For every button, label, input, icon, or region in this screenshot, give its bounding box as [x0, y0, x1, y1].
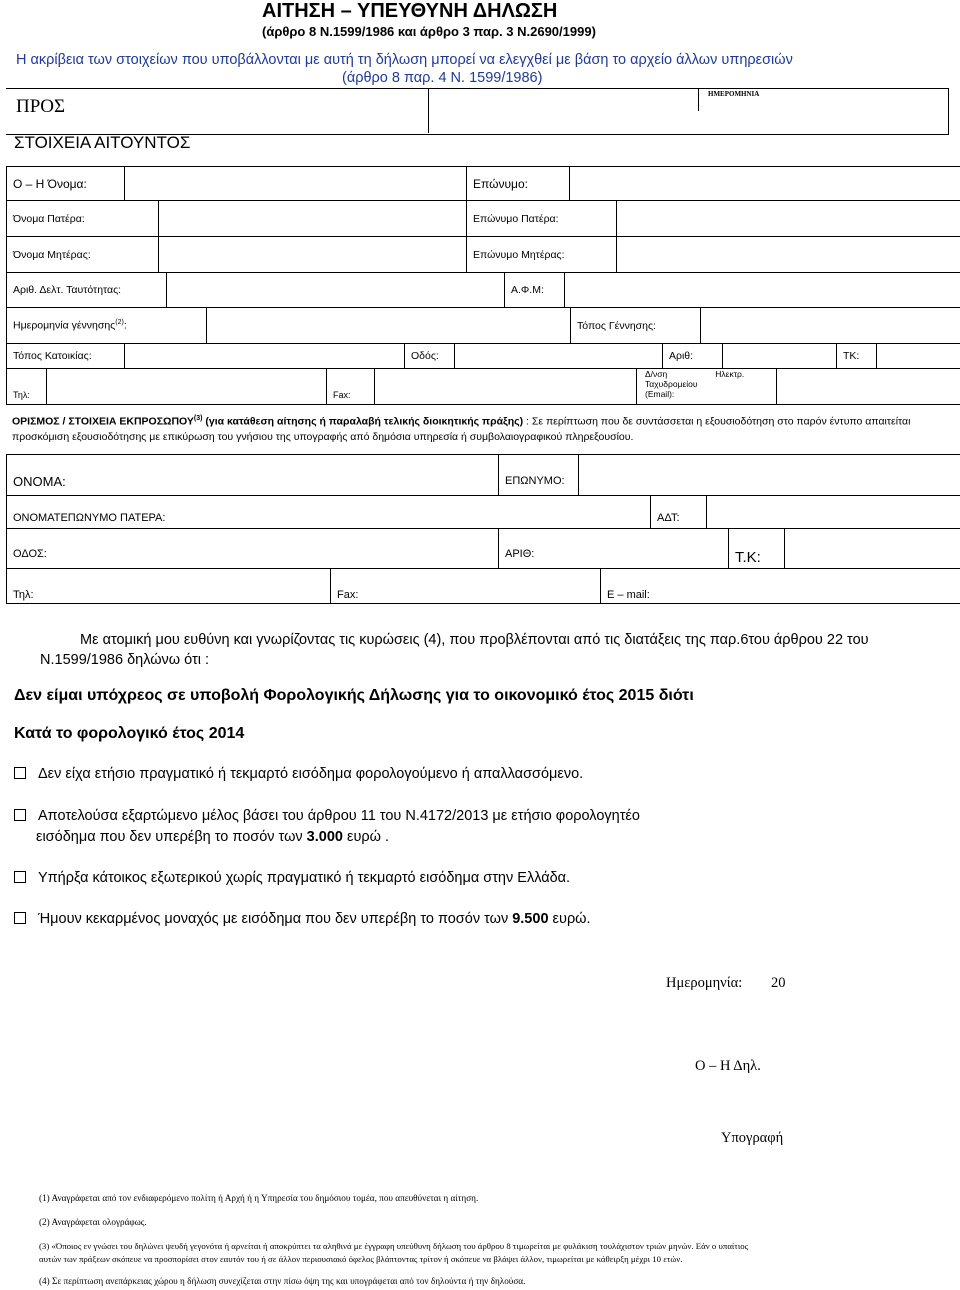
rep-father-label[interactable]: ΟΝΟΜΑΤΕΠΩΝΥΜΟ ΠΑΤΕΡΑ:	[7, 496, 651, 529]
birth-date-input[interactable]	[207, 308, 571, 344]
afm-input[interactable]	[565, 273, 960, 308]
signature-date-year: 20	[771, 975, 786, 991]
option-monk-checkbox[interactable]	[14, 912, 26, 924]
option-abroad[interactable]	[14, 870, 570, 886]
signature-date-label: Ημερομηνία:	[666, 975, 743, 991]
afm-label: Α.Φ.Μ:	[505, 273, 565, 308]
declarant-label: Ο – Η Δηλ.	[695, 1058, 761, 1074]
declaration-heading: Δεν είμαι υπόχρεος σε υποβολή Φορολογικής Δήλωσης για το οικονομικό έτος 2015 διότι	[14, 687, 694, 704]
street-label: Οδός:	[405, 344, 455, 369]
contact-table	[6, 368, 960, 405]
rep-name-table	[6, 454, 960, 496]
residence-input[interactable]	[125, 344, 405, 369]
option-dependent[interactable]	[14, 808, 640, 824]
option-dependent-label: Αποτελούσα εξαρτώμενο μέλος βάσει του άρθρου 11 του Ν.4172/2013 με ετήσιο φορολογητέο	[38, 808, 640, 824]
declaration-intro-line1: Με ατομική μου ευθύνη και γνωρίζοντας τις κυρώσεις (4), που προβλέπονται από τις διατάξεις της παρ.6του άρθρου 22 του	[80, 632, 869, 648]
footnote-4: (4) Σε περίπτωση ανεπάρκειας χώρου η δήλωση συνεχίζεται στην πίσω όψη της και υπογράφεται από τον δηλούντα ή την δηλούσα.	[39, 1276, 526, 1286]
option-abroad-checkbox[interactable]	[14, 871, 26, 883]
fax-label: Fax:	[327, 369, 375, 405]
rep-postal-input[interactable]	[785, 529, 960, 569]
footnote-2: (2) Αναγράφεται ολογράφως.	[39, 1217, 147, 1227]
rep-adt-input[interactable]	[707, 496, 960, 529]
mother-name-label: Όνομα Μητέρας:	[7, 237, 159, 273]
phone-input[interactable]	[47, 369, 327, 405]
surname-input[interactable]	[570, 167, 960, 201]
signature-label: Υπογραφή	[721, 1130, 784, 1146]
phone-label: Τηλ:	[7, 369, 47, 405]
father-name-input[interactable]	[159, 201, 467, 237]
option-monk[interactable]	[14, 911, 591, 927]
mother-surname-input[interactable]	[617, 237, 960, 273]
postal-input[interactable]	[877, 344, 960, 369]
residence-table	[6, 343, 960, 369]
surname-label: Επώνυμο:	[467, 167, 570, 201]
birth-place-label: Τόπος Γέννησης:	[571, 308, 701, 344]
rep-phone-label[interactable]: Τηλ:	[7, 569, 331, 604]
id-number-label: Αριθ. Δελτ. Ταυτότητας:	[7, 273, 167, 308]
rep-fax-label[interactable]: Fax:	[331, 569, 601, 604]
tax-year-heading: Κατά το φορολογικό έτος 2014	[14, 725, 245, 742]
rep-number-label[interactable]: ΑΡΙΘ:	[499, 529, 729, 569]
footnote-3-line2: αυτών των πράξεων σκόπευε να προσπορίσει στον εαυτόν του ή σε άλλον περιουσιακό όφελος βλάπτοντας τρίτον ή σκόπευε να βλάψει άλλον, τιμωρείται με κάθειρξη μέχρι 10 ετών.	[39, 1254, 683, 1264]
declaration-intro-line2: Ν.1599/1986 δηλώνω ότι :	[40, 652, 210, 668]
rep-surname-label: ΕΠΩΝΥΜΟ:	[499, 455, 579, 496]
rep-name-label[interactable]: ΟΝΟΜΑ:	[7, 455, 499, 496]
birth-date-label: Ημερομηνία γέννησης$^{(2)}$:	[7, 308, 207, 344]
footnote-1: (1) Αναγράφεται από τον ενδιαφερόμενο πολίτη ή Αρχή ή η Υπηρεσία του δημόσιου τομέα, που απευθύνεται η αίτηση.	[39, 1193, 479, 1203]
option-dependent-checkbox[interactable]	[14, 809, 26, 821]
rep-postal-label: Τ.Κ:	[729, 529, 785, 569]
rep-contact-table	[6, 568, 960, 604]
name-label: Ο – Η Όνομα:	[7, 167, 125, 201]
fax-input[interactable]	[375, 369, 637, 405]
email-input[interactable]	[777, 369, 960, 405]
option-no-income-label: Δεν είχα ετήσιο πραγματικό ή τεκμαρτό εισόδημα φορολογούμενο ή απαλλασσόμενο.	[38, 766, 584, 782]
date-divider	[698, 89, 699, 111]
number-input[interactable]	[723, 344, 837, 369]
father-surname-input[interactable]	[617, 201, 960, 237]
rep-street-label[interactable]: ΟΔΟΣ:	[7, 529, 499, 569]
option-no-income-checkbox[interactable]	[14, 767, 26, 779]
street-input[interactable]	[455, 344, 663, 369]
option-abroad-label: Υπήρξα κάτοικος εξωτερικού χωρίς πραγματικό ή τεκμαρτό εισόδημα στην Ελλάδα.	[38, 870, 571, 886]
option-dependent-line2: εισόδημα που δεν υπερέβη το ποσόν των 3.000 ευρώ .	[36, 829, 390, 845]
id-table	[6, 272, 960, 308]
option-monk-label: Ήμουν κεκαρμένος μοναχός με εισόδημα που δεν υπερέβη το ποσόν των 9.500 ευρώ.	[38, 911, 591, 927]
recipient-divider	[428, 89, 429, 133]
footnote-3-line1: (3) «Όποιος εν γνώσει του δηλώνει ψευδή γεγονότα ή αρνείται ή αποκρύπτει τα αληθινά με έγγραφη υπεύθυνη δήλωση του άρθρου 8 τιμωρείται με φυλάκιση τουλάχιστον τριών μηνών. Εάν ο υπαίτιος	[39, 1241, 749, 1251]
mother-surname-label: Επώνυμο Μητέρας:	[467, 237, 617, 273]
number-label: Αριθ:	[663, 344, 723, 369]
form-subtitle: (άρθρο 8 Ν.1599/1986 και άρθρο 3 παρ. 3 Ν.2690/1999)	[262, 24, 596, 39]
rep-email-label[interactable]: E – mail:	[601, 569, 960, 604]
name-input[interactable]	[125, 167, 467, 201]
residence-label: Τόπος Κατοικίας:	[7, 344, 125, 369]
recipient-label: ΠΡΟΣ	[16, 96, 66, 117]
birth-place-input[interactable]	[701, 308, 960, 344]
applicant-section-title: ΣΤΟΙΧΕΙΑ ΑΙΤΟΥΝΤΟΣ	[14, 133, 191, 152]
rep-address-table	[6, 528, 960, 569]
rep-surname-input[interactable]	[579, 455, 960, 496]
postal-label: ΤΚ:	[837, 344, 877, 369]
email-label: Δ/νση Ηλεκτρ. Ταχυδρομείου (Email):	[637, 369, 777, 405]
form-title: ΑΙΤΗΣΗ – ΥΠΕΥΘΥΝΗ ΔΗΛΩΣΗ	[262, 0, 558, 22]
accuracy-notice-line1: Η ακρίβεια των στοιχείων που υποβάλλονται με αυτή τη δήλωση μπορεί να ελεγχθεί με βάση το αρχείο άλλων υπηρεσιών	[16, 52, 793, 68]
birth-table	[6, 307, 960, 344]
id-number-input[interactable]	[167, 273, 505, 308]
parents-table	[6, 200, 960, 273]
rep-father-table	[6, 495, 960, 529]
option-no-income[interactable]	[14, 766, 583, 782]
accuracy-notice-line2: (άρθρο 8 παρ. 4 Ν. 1599/1986)	[342, 70, 543, 86]
applicant-table	[6, 166, 960, 201]
father-surname-label: Επώνυμο Πατέρα:	[467, 201, 617, 237]
representative-heading: ΟΡΙΣΜΟΣ / ΣΤΟΙΧΕΙΑ ΕΚΠΡΟΣΩΠΟΥ$^{(3)}$ (για κατάθεση αίτησης ή παραλαβή τελικής διοικητικής πράξης) : Σε περίπτωση που δε συντάσσεται η εξουσιοδότηση στο παρόν έντυπο απαιτείται προσκόμιση εξουσιοδότησης με επικύρωση του γνήσιου της υπογραφής από δημόσια υπηρεσία ή συμβολαιογραφικού πληρεξουσίου.	[12, 415, 911, 443]
date-header-label: ΗΜΕΡΟΜΗΝΙΑ	[708, 90, 760, 98]
mother-name-input[interactable]	[159, 237, 467, 273]
rep-adt-label: ΑΔΤ:	[651, 496, 707, 529]
recipient-input[interactable]	[430, 89, 945, 133]
father-name-label: Όνομα Πατέρα:	[7, 201, 159, 237]
